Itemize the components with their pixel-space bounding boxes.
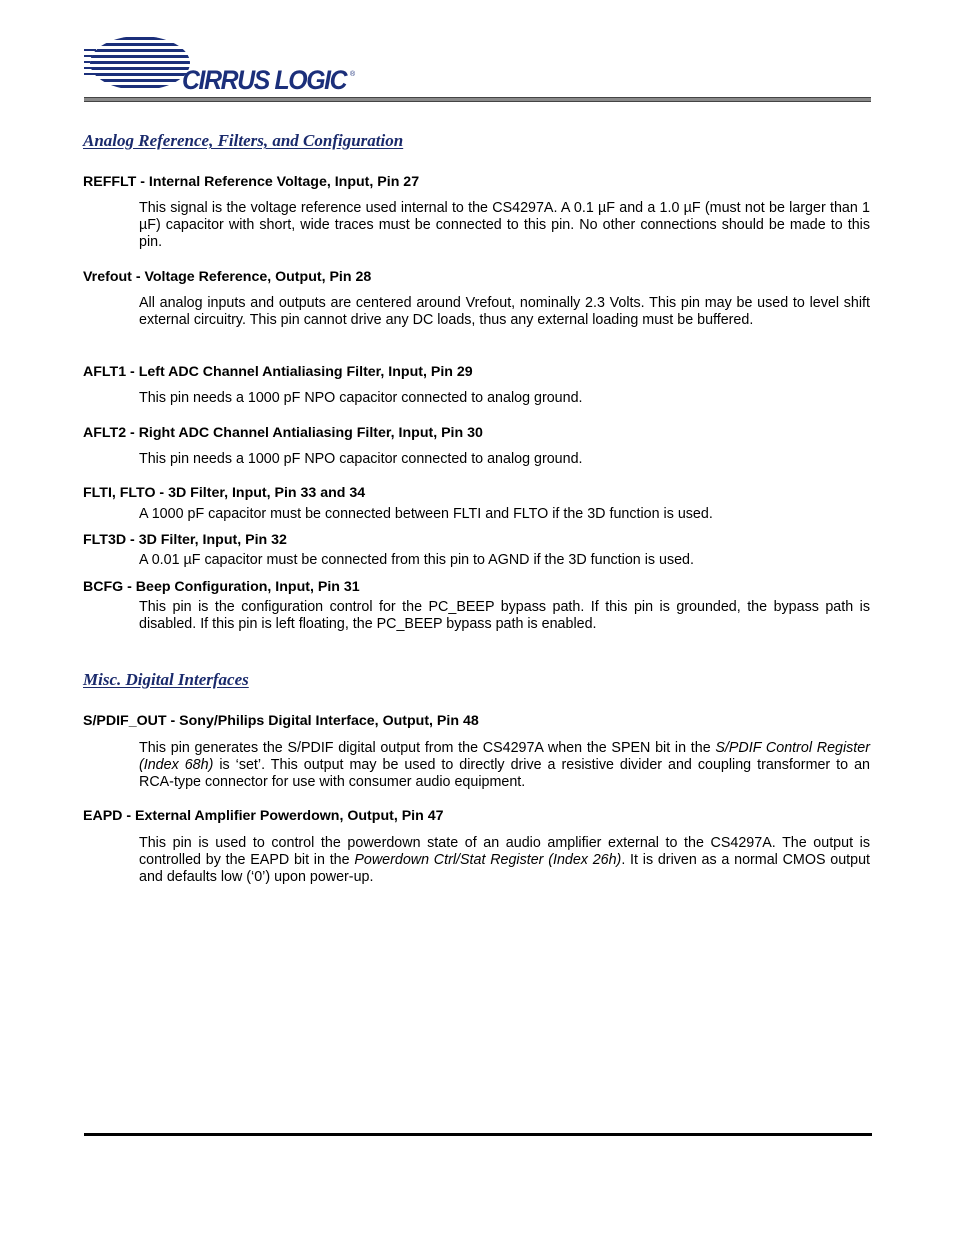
desc-text: This pin generates the S/PDIF digital output from the CS4297A when the SPEN bit in the (139, 740, 716, 756)
pin-heading-eapd: EAPD - External Amplifier Powerdown, Output, Pin 47 (83, 808, 444, 824)
pin-desc-bcfg: This pin is the configuration control for the PC_BEEP bypass path. If this pin is grounded, the bypass path is disabled. If this pin is left floating, the PC_BEEP bypass path is enabled. (139, 599, 870, 632)
pin-desc-aflt1: This pin needs a 1000 pF NPO capacitor connected to analog ground. (139, 390, 583, 406)
desc-text: This pin is used to control the powerdown state of an audio amplifier external to the CS4297A. The output is controlled by the EAPD bit in the (139, 835, 870, 868)
pin-desc-flt3d: A 0.01 µF capacitor must be connected from this pin to AGND if the 3D function is used. (139, 552, 694, 568)
register-reference: S/PDIF Control Register (Index 68h) (139, 740, 870, 773)
pin-heading-aflt2: AFLT2 - Right ADC Channel Antialiasing Filter, Input, Pin 30 (83, 425, 483, 441)
pin-heading-flt3d: FLT3D - 3D Filter, Input, Pin 32 (83, 532, 287, 548)
registered-mark: ® (350, 71, 356, 78)
section-title-analog-reference: Analog Reference, Filters, and Configuration (83, 131, 404, 150)
pin-desc-flti-flto: A 1000 pF capacitor must be connected between FLTI and FLTO if the 3D function is used. (139, 506, 713, 522)
pin-desc-spdif-out (139, 740, 870, 791)
cirrus-logic-wordmark: CIRRUS LOGIC (182, 65, 347, 95)
header-divider (84, 97, 871, 102)
register-reference: Powerdown Ctrl/Stat Register (Index 26h) (354, 852, 622, 868)
pin-heading-vrefout: Vrefout - Voltage Reference, Output, Pin 28 (83, 269, 372, 285)
pin-heading-spdif-out: S/PDIF_OUT - Sony/Philips Digital Interface, Output, Pin 48 (83, 713, 479, 729)
pin-heading-aflt1: AFLT1 - Left ADC Channel Antialiasing Filter, Input, Pin 29 (83, 364, 473, 380)
footer-divider (84, 1133, 872, 1136)
desc-text: . It is driven as a normal CMOS output and defaults low (‘0’) upon power-up. (139, 852, 870, 885)
page-header (84, 34, 871, 106)
section-title-misc-digital: Misc. Digital Interfaces (83, 670, 249, 689)
pin-desc-aflt2: This pin needs a 1000 pF NPO capacitor connected to analog ground. (139, 451, 583, 467)
pin-desc-refflt: This signal is the voltage reference used internal to the CS4297A. A 0.1 µF and a 1.0 µF (must not be larger than 1 µF) capacitor with short, wide traces must be connected to this pin. No other connections should be made to this pin. (139, 200, 870, 250)
pin-desc-vrefout: All analog inputs and outputs are centered around Vrefout, nominally 2.3 Volts. This pin may be used to level shift external circuitry. This pin cannot drive any DC loads, thus any external loading must be buffered. (139, 295, 870, 328)
cirrus-logic-globe-icon (84, 34, 194, 96)
pin-desc-eapd (139, 835, 870, 886)
pin-heading-refflt: REFFLT - Internal Reference Voltage, Input, Pin 27 (83, 174, 420, 190)
pin-heading-flti-flto: FLTI, FLTO - 3D Filter, Input, Pin 33 and 34 (83, 485, 366, 501)
pin-heading-bcfg: BCFG - Beep Configuration, Input, Pin 31 (83, 579, 360, 595)
desc-text: is ‘set’. This output may be used to directly drive a resistive divider and coupling transformer to an RCA-type connector for use with consumer audio equipment. (139, 757, 870, 790)
